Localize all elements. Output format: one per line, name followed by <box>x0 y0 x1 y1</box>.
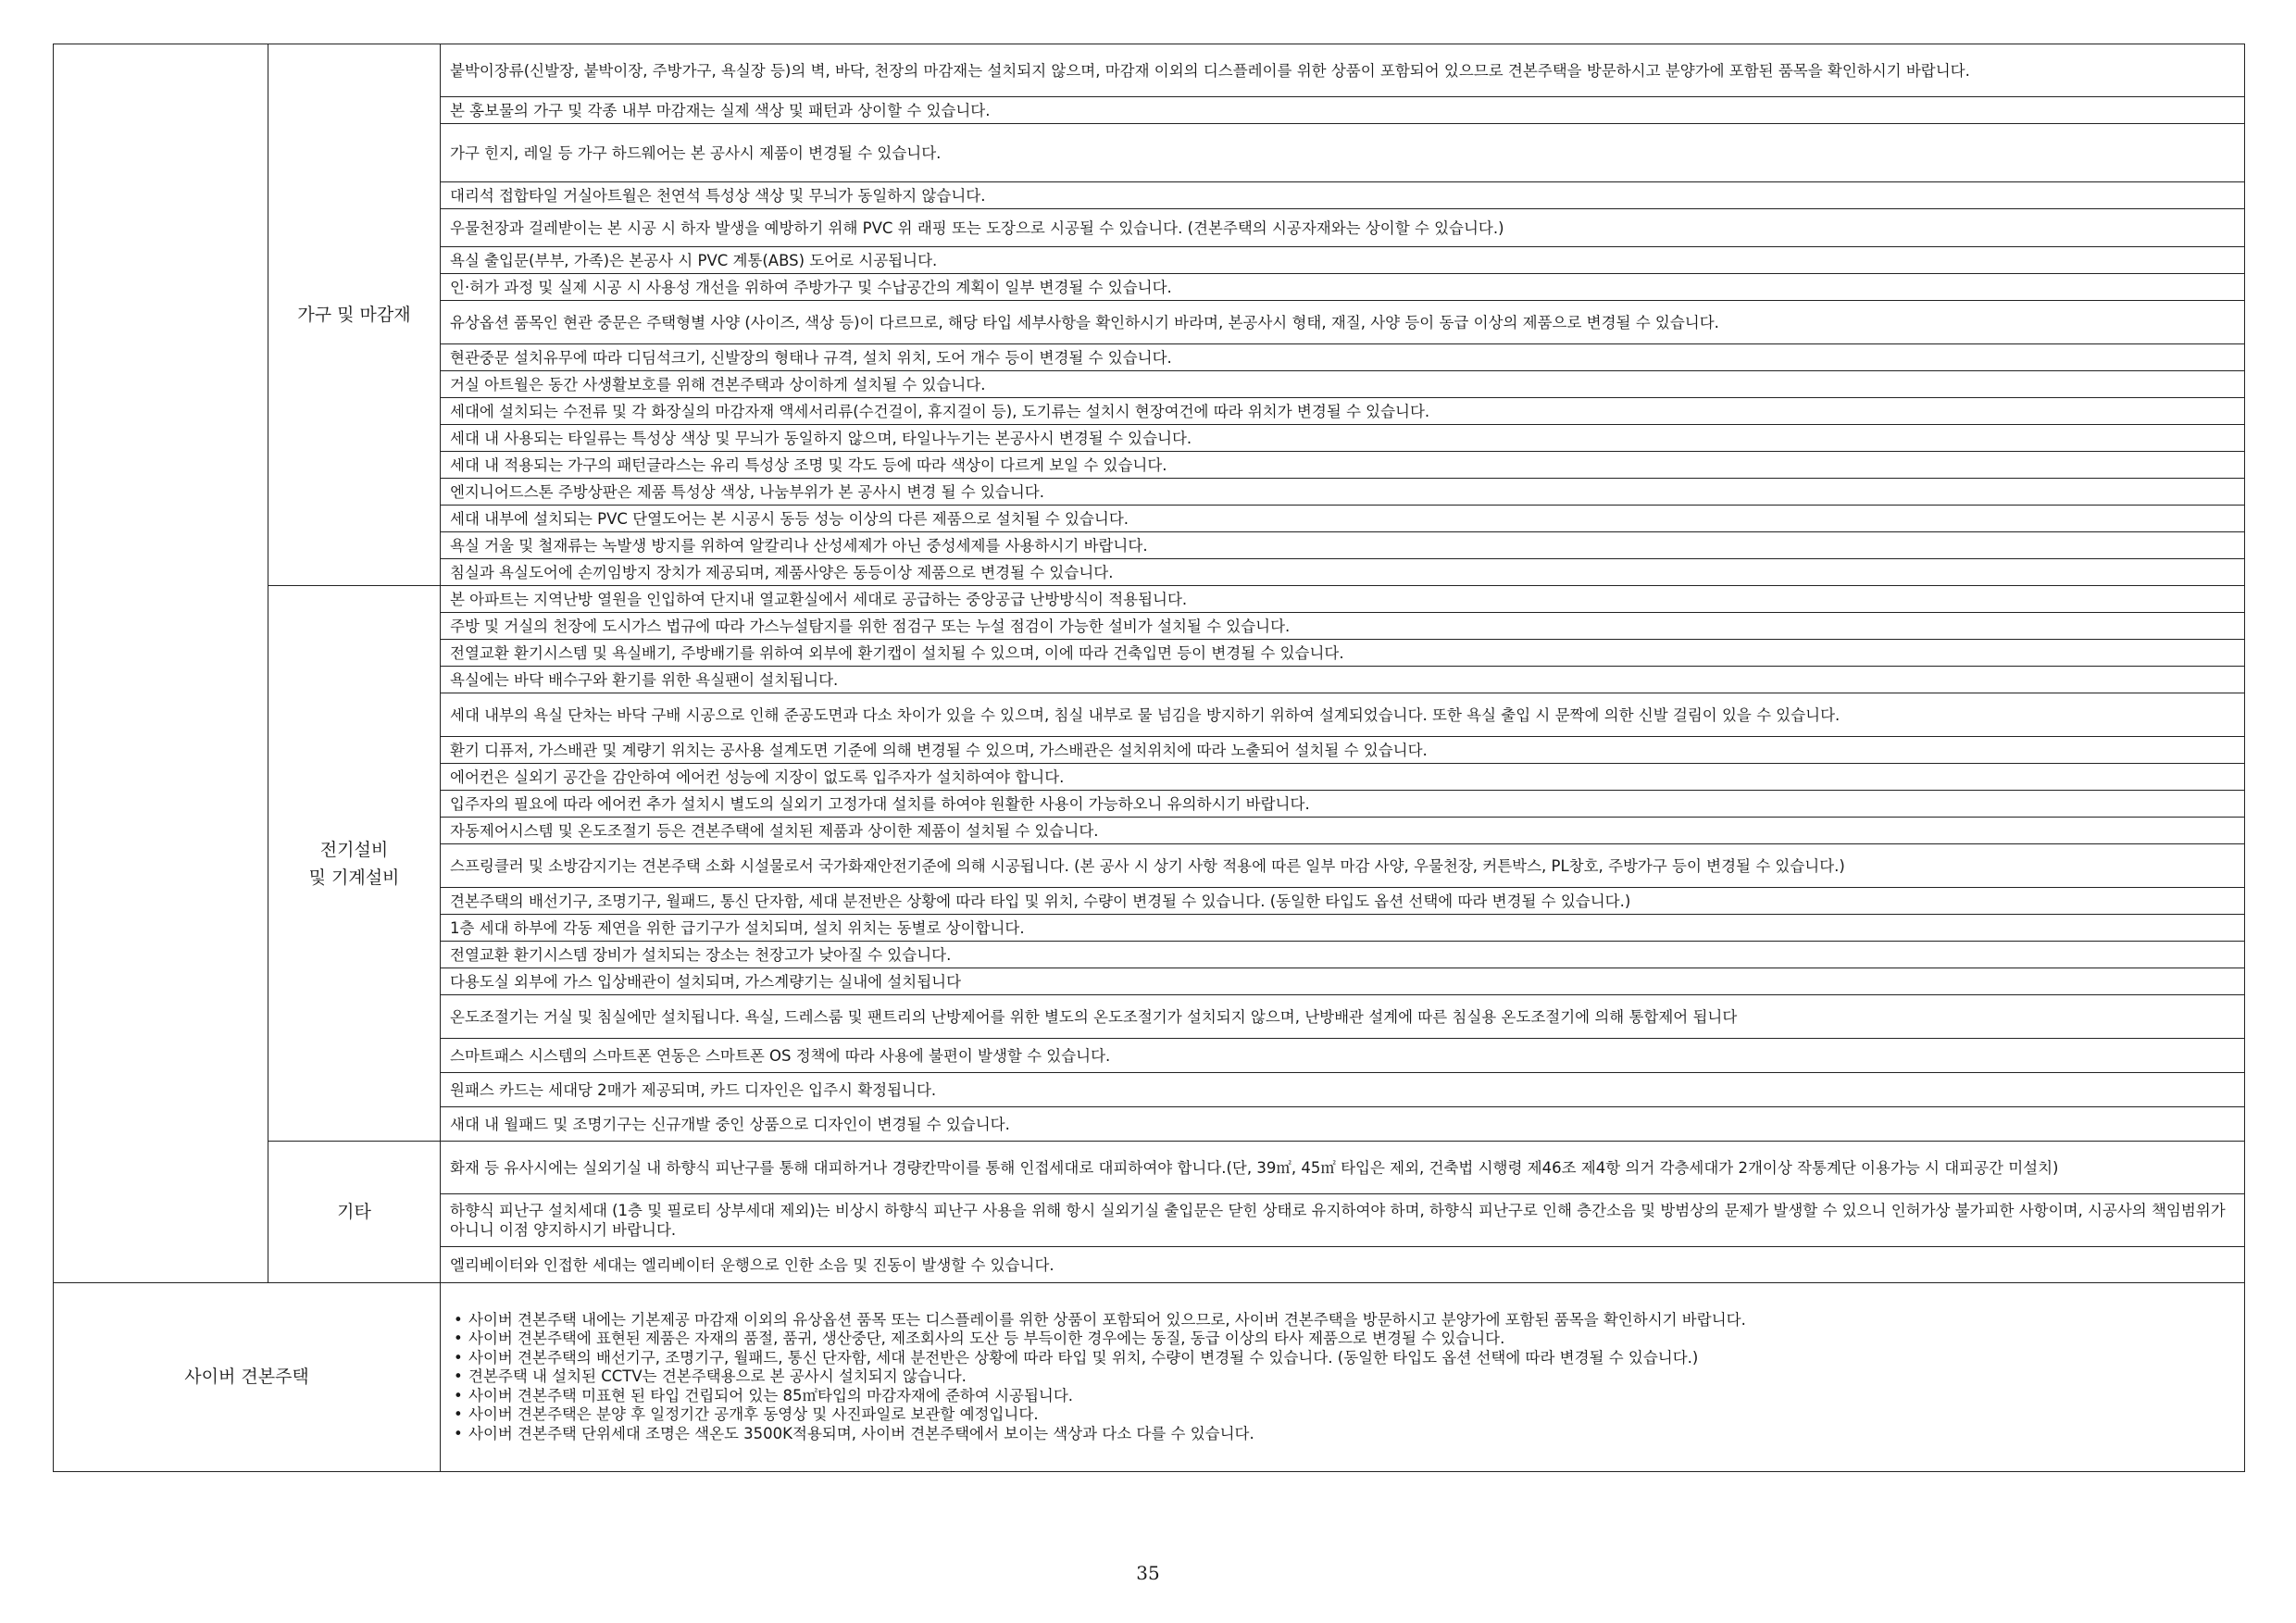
notice-item: 견본주택의 배선기구, 조명기구, 월패드, 통신 단자함, 세대 분전반은 상황에 따라 타입 및 위치, 수량이 변경될 수 있습니다. (동일한 타입도 옵션 선택에 따라 변경될 수 있습니다.) <box>441 888 2245 915</box>
notice-item: 새대 내 월패드 및 조명기구는 신규개발 중인 상품으로 디자인이 변경될 수 있습니다. <box>441 1107 2245 1142</box>
bullet-icon: • <box>454 1310 463 1329</box>
category-mep-line2: 및 기계설비 <box>308 867 400 888</box>
bullet-icon: • <box>454 1386 463 1405</box>
list-item <box>450 1349 2235 1368</box>
list-item <box>450 1387 2235 1406</box>
notice-item: 전열교환 환기시스템 장비가 설치되는 장소는 천장고가 낮아질 수 있습니다. <box>441 942 2245 968</box>
bullet-icon: • <box>454 1405 463 1424</box>
table-row <box>54 1283 2245 1472</box>
notice-item: 환기 디퓨저, 가스배관 및 계량기 위치는 공사용 설계도면 기준에 의해 변경될 수 있으며, 가스배관은 설치위치에 따라 노출되어 설치될 수 있습니다. <box>441 737 2245 764</box>
cyber-item-text: 사이버 견본주택 내에는 기본제공 마감재 이외의 유상옵션 품목 또는 디스플레이를 위한 상품이 포함되어 있으므로, 사이버 견본주택을 방문하시고 분양가에 포함된 품목을 확인하시기 바랍니다. <box>468 1310 1746 1329</box>
notice-item: 세대 내 적용되는 가구의 패턴글라스는 유리 특성상 조명 및 각도 등에 따라 색상이 다르게 보일 수 있습니다. <box>441 452 2245 479</box>
cyber-item-text: 사이버 견본주택에 표현된 제품은 자재의 품절, 품귀, 생산중단, 제조회사의 도산 등 부득이한 경우에는 동질, 동급 이상의 타사 제품으로 변경될 수 있습니다. <box>468 1330 1505 1348</box>
notice-item: 인·허가 과정 및 실제 시공 시 사용성 개선을 위하여 주방가구 및 수납공간의 계획이 일부 변경될 수 있습니다. <box>441 274 2245 301</box>
notice-item: 자동제어시스템 및 온도조절기 등은 견본주택에 설치된 제품과 상이한 제품이 설치될 수 있습니다. <box>441 818 2245 844</box>
table-row <box>54 586 2245 613</box>
cyber-item-text: 사이버 견본주택의 배선기구, 조명기구, 월패드, 통신 단자함, 세대 분전반은 상황에 따라 타입 및 위치, 수량이 변경될 수 있습니다. (동일한 타입도 옵션 선택에 따라 변경될 수 있습니다.) <box>468 1348 1699 1367</box>
category-mep-line1: 전기설비 <box>319 839 389 860</box>
notice-item: 욕실 거울 및 철재류는 녹발생 방지를 위하여 알칼리나 산성세제가 아닌 중성세제를 사용하시기 바랍니다. <box>441 532 2245 559</box>
category-cyber: 사이버 견본주택 <box>54 1283 441 1472</box>
notice-item: 욕실에는 바닥 배수구와 환기를 위한 욕실팬이 설치됩니다. <box>441 667 2245 693</box>
cyber-items-cell <box>441 1283 2245 1472</box>
notice-item: 본 홍보물의 가구 및 각종 내부 마감재는 실제 색상 및 패턴과 상이할 수 있습니다. <box>441 97 2245 124</box>
cyber-item-text: 사이버 견본주택 미표현 된 타입 건립되어 있는 85㎡타입의 마감자재에 준하여 시공됩니다. <box>468 1386 1074 1405</box>
notice-item: 현관중문 설치유무에 따라 디딤석크기, 신발장의 형태나 규격, 설치 위치, 도어 개수 등이 변경될 수 있습니다. <box>441 344 2245 371</box>
bullet-icon: • <box>454 1330 463 1348</box>
notice-item: 붙박이장류(신발장, 붙박이장, 주방가구, 욕실장 등)의 벽, 바닥, 천장의 마감재는 설치되지 않으며, 마감재 이외의 디스플레이를 위한 상품이 포함되어 있으므로 견본주택을 방문하시고 분양가에 포함된 품목을 확인하시기 바랍니다. <box>441 44 2245 97</box>
table-row <box>54 44 2245 97</box>
notice-item: 침실과 욕실도어에 손끼임방지 장치가 제공되며, 제품사양은 동등이상 제품으로 변경될 수 있습니다. <box>441 559 2245 586</box>
page-number: 35 <box>1136 1562 1160 1584</box>
notice-item: 원패스 카드는 세대당 2매가 제공되며, 카드 디자인은 입주시 확정됩니다. <box>441 1073 2245 1107</box>
notice-item: 세대 내부에 설치되는 PVC 단열도어는 본 시공시 동등 성능 이상의 다른 제품으로 설치될 수 있습니다. <box>441 506 2245 532</box>
cyber-list <box>450 1311 2235 1444</box>
notice-item: 전열교환 환기시스템 및 욕실배기, 주방배기를 위하여 외부에 환기캡이 설치될 수 있으며, 이에 따라 건축입면 등이 변경될 수 있습니다. <box>441 640 2245 667</box>
list-item <box>450 1405 2235 1425</box>
notice-item: 엘리베이터와 인접한 세대는 엘리베이터 운행으로 인한 소음 및 진동이 발생할 수 있습니다. <box>441 1247 2245 1283</box>
category-furniture: 가구 및 마감재 <box>268 44 441 586</box>
bullet-icon: • <box>454 1367 463 1386</box>
notice-item: 가구 힌지, 레일 등 가구 하드웨어는 본 공사시 제품이 변경될 수 있습니다. <box>441 124 2245 182</box>
blank-category-cell <box>54 44 268 1283</box>
notice-item: 에어컨은 실외기 공간을 감안하여 에어컨 성능에 지장이 없도록 입주자가 설치하여야 합니다. <box>441 764 2245 791</box>
list-item <box>450 1367 2235 1387</box>
notice-item: 우물천장과 걸레받이는 본 시공 시 하자 발생을 예방하기 위해 PVC 위 래핑 또는 도장으로 시공될 수 있습니다. (견본주택의 시공자재와는 상이할 수 있습니다.) <box>441 209 2245 247</box>
notice-item: 세대에 설치되는 수전류 및 각 화장실의 마감자재 액세서리류(수건걸이, 휴지걸이 등), 도기류는 설치시 현장여건에 따라 위치가 변경될 수 있습니다. <box>441 398 2245 425</box>
notice-item: 다용도실 외부에 가스 입상배관이 설치되며, 가스계량기는 실내에 설치됩니다 <box>441 968 2245 995</box>
cyber-item-text: 사이버 견본주택은 분양 후 일정기간 공개후 동영상 및 사진파일로 보관할 예정입니다. <box>468 1405 1039 1424</box>
notice-item: 거실 아트월은 동간 사생활보호를 위해 견본주택과 상이하게 설치될 수 있습니다. <box>441 371 2245 398</box>
notice-item: 하향식 피난구 설치세대 (1층 및 필로티 상부세대 제외)는 비상시 하향식 피난구 사용을 위해 항시 실외기실 출입문은 닫힌 상태로 유지하여야 하며, 하향식 피난구로 인해 층간소음 및 방범상의 문제가 발생할 수 있으니 인허가상 불가피한 사항이며, 시공사의 책임범위가 아니니 이점 양지하시기 바랍니다. <box>441 1194 2245 1247</box>
notice-item: 화재 등 유사시에는 실외기실 내 하향식 피난구를 통해 대피하거나 경량칸막이를 통해 인접세대로 대피하여야 합니다.(단, 39㎡, 45㎡ 타입은 제외, 건축법 시행령 제46조 제4항 의거 각층세대가 2개이상 작통계단 이용가능 시 대피공간 미설치) <box>441 1142 2245 1194</box>
notice-item: 대리석 접합타일 거실아트월은 천연석 특성상 색상 및 무늬가 동일하지 않습니다. <box>441 182 2245 209</box>
category-mep <box>268 586 441 1142</box>
list-item <box>450 1311 2235 1330</box>
notice-item: 세대 내부의 욕실 단차는 바닥 구배 시공으로 인해 준공도면과 다소 차이가 있을 수 있으며, 침실 내부로 물 넘김을 방지하기 위하여 설계되었습니다. 또한 욕실 출입 시 문짝에 의한 신발 걸림이 있을 수 있습니다. <box>441 693 2245 737</box>
notice-item: 본 아파트는 지역난방 열원을 인입하여 단지내 열교환실에서 세대로 공급하는 중앙공급 난방방식이 적용됩니다. <box>441 586 2245 613</box>
notice-item: 유상옵션 품목인 현관 중문은 주택형별 사양 (사이즈, 색상 등)이 다르므로, 해당 타입 세부사항을 확인하시기 바라며, 본공사시 형태, 재질, 사양 등이 동급 이상의 제품으로 변경될 수 있습니다. <box>441 301 2245 344</box>
list-item <box>450 1330 2235 1349</box>
category-etc: 기타 <box>268 1142 441 1283</box>
cyber-item-text: 견본주택 내 설치된 CCTV는 견본주택용으로 본 공사시 설치되지 않습니다. <box>468 1367 967 1386</box>
notice-item: 세대 내 사용되는 타일류는 특성상 색상 및 무늬가 동일하지 않으며, 타일나누기는 본공사시 변경될 수 있습니다. <box>441 425 2245 452</box>
notice-item: 엔지니어드스톤 주방상판은 제품 특성상 색상, 나눔부위가 본 공사시 변경 될 수 있습니다. <box>441 479 2245 506</box>
list-item <box>450 1425 2235 1444</box>
notice-item: 욕실 출입문(부부, 가족)은 본공사 시 PVC 계통(ABS) 도어로 시공됩니다. <box>441 247 2245 274</box>
notice-item: 스마트패스 시스템의 스마트폰 연동은 스마트폰 OS 정책에 따라 사용에 불편이 발생할 수 있습니다. <box>441 1039 2245 1073</box>
notice-item: 입주자의 필요에 따라 에어컨 추가 설치시 별도의 실외기 고정가대 설치를 하여야 원활한 사용이 가능하오니 유의하시기 바랍니다. <box>441 791 2245 818</box>
notice-item: 1층 세대 하부에 각동 제연을 위한 급기구가 설치되며, 설치 위치는 동별로 상이합니다. <box>441 915 2245 942</box>
notice-item: 온도조절기는 거실 및 침실에만 설치됩니다. 욕실, 드레스룸 및 팬트리의 난방제어를 위한 별도의 온도조절기가 설치되지 않으며, 난방배관 설계에 따른 침실용 온도조절기에 의해 통합제어 됩니다 <box>441 995 2245 1039</box>
cyber-item-text: 사이버 견본주택 단위세대 조명은 색온도 3500K적용되며, 사이버 견본주택에서 보이는 색상과 다소 다를 수 있습니다. <box>468 1424 1254 1442</box>
bullet-icon: • <box>454 1424 463 1442</box>
bullet-icon: • <box>454 1348 463 1367</box>
notice-item: 스프링클러 및 소방감지기는 견본주택 소화 시설물로서 국가화재안전기준에 의해 시공됩니다. (본 공사 시 상기 사항 적용에 따른 일부 마감 사양, 우물천장, 커튼박스, PL창호, 주방가구 등이 변경될 수 있습니다.) <box>441 844 2245 888</box>
notice-item: 주방 및 거실의 천장에 도시가스 법규에 따라 가스누설탐지를 위한 점검구 또는 누설 점검이 가능한 설비가 설치될 수 있습니다. <box>441 613 2245 640</box>
table-row <box>54 1142 2245 1194</box>
notice-sheet <box>53 44 2245 1472</box>
notice-table <box>53 44 2245 1472</box>
